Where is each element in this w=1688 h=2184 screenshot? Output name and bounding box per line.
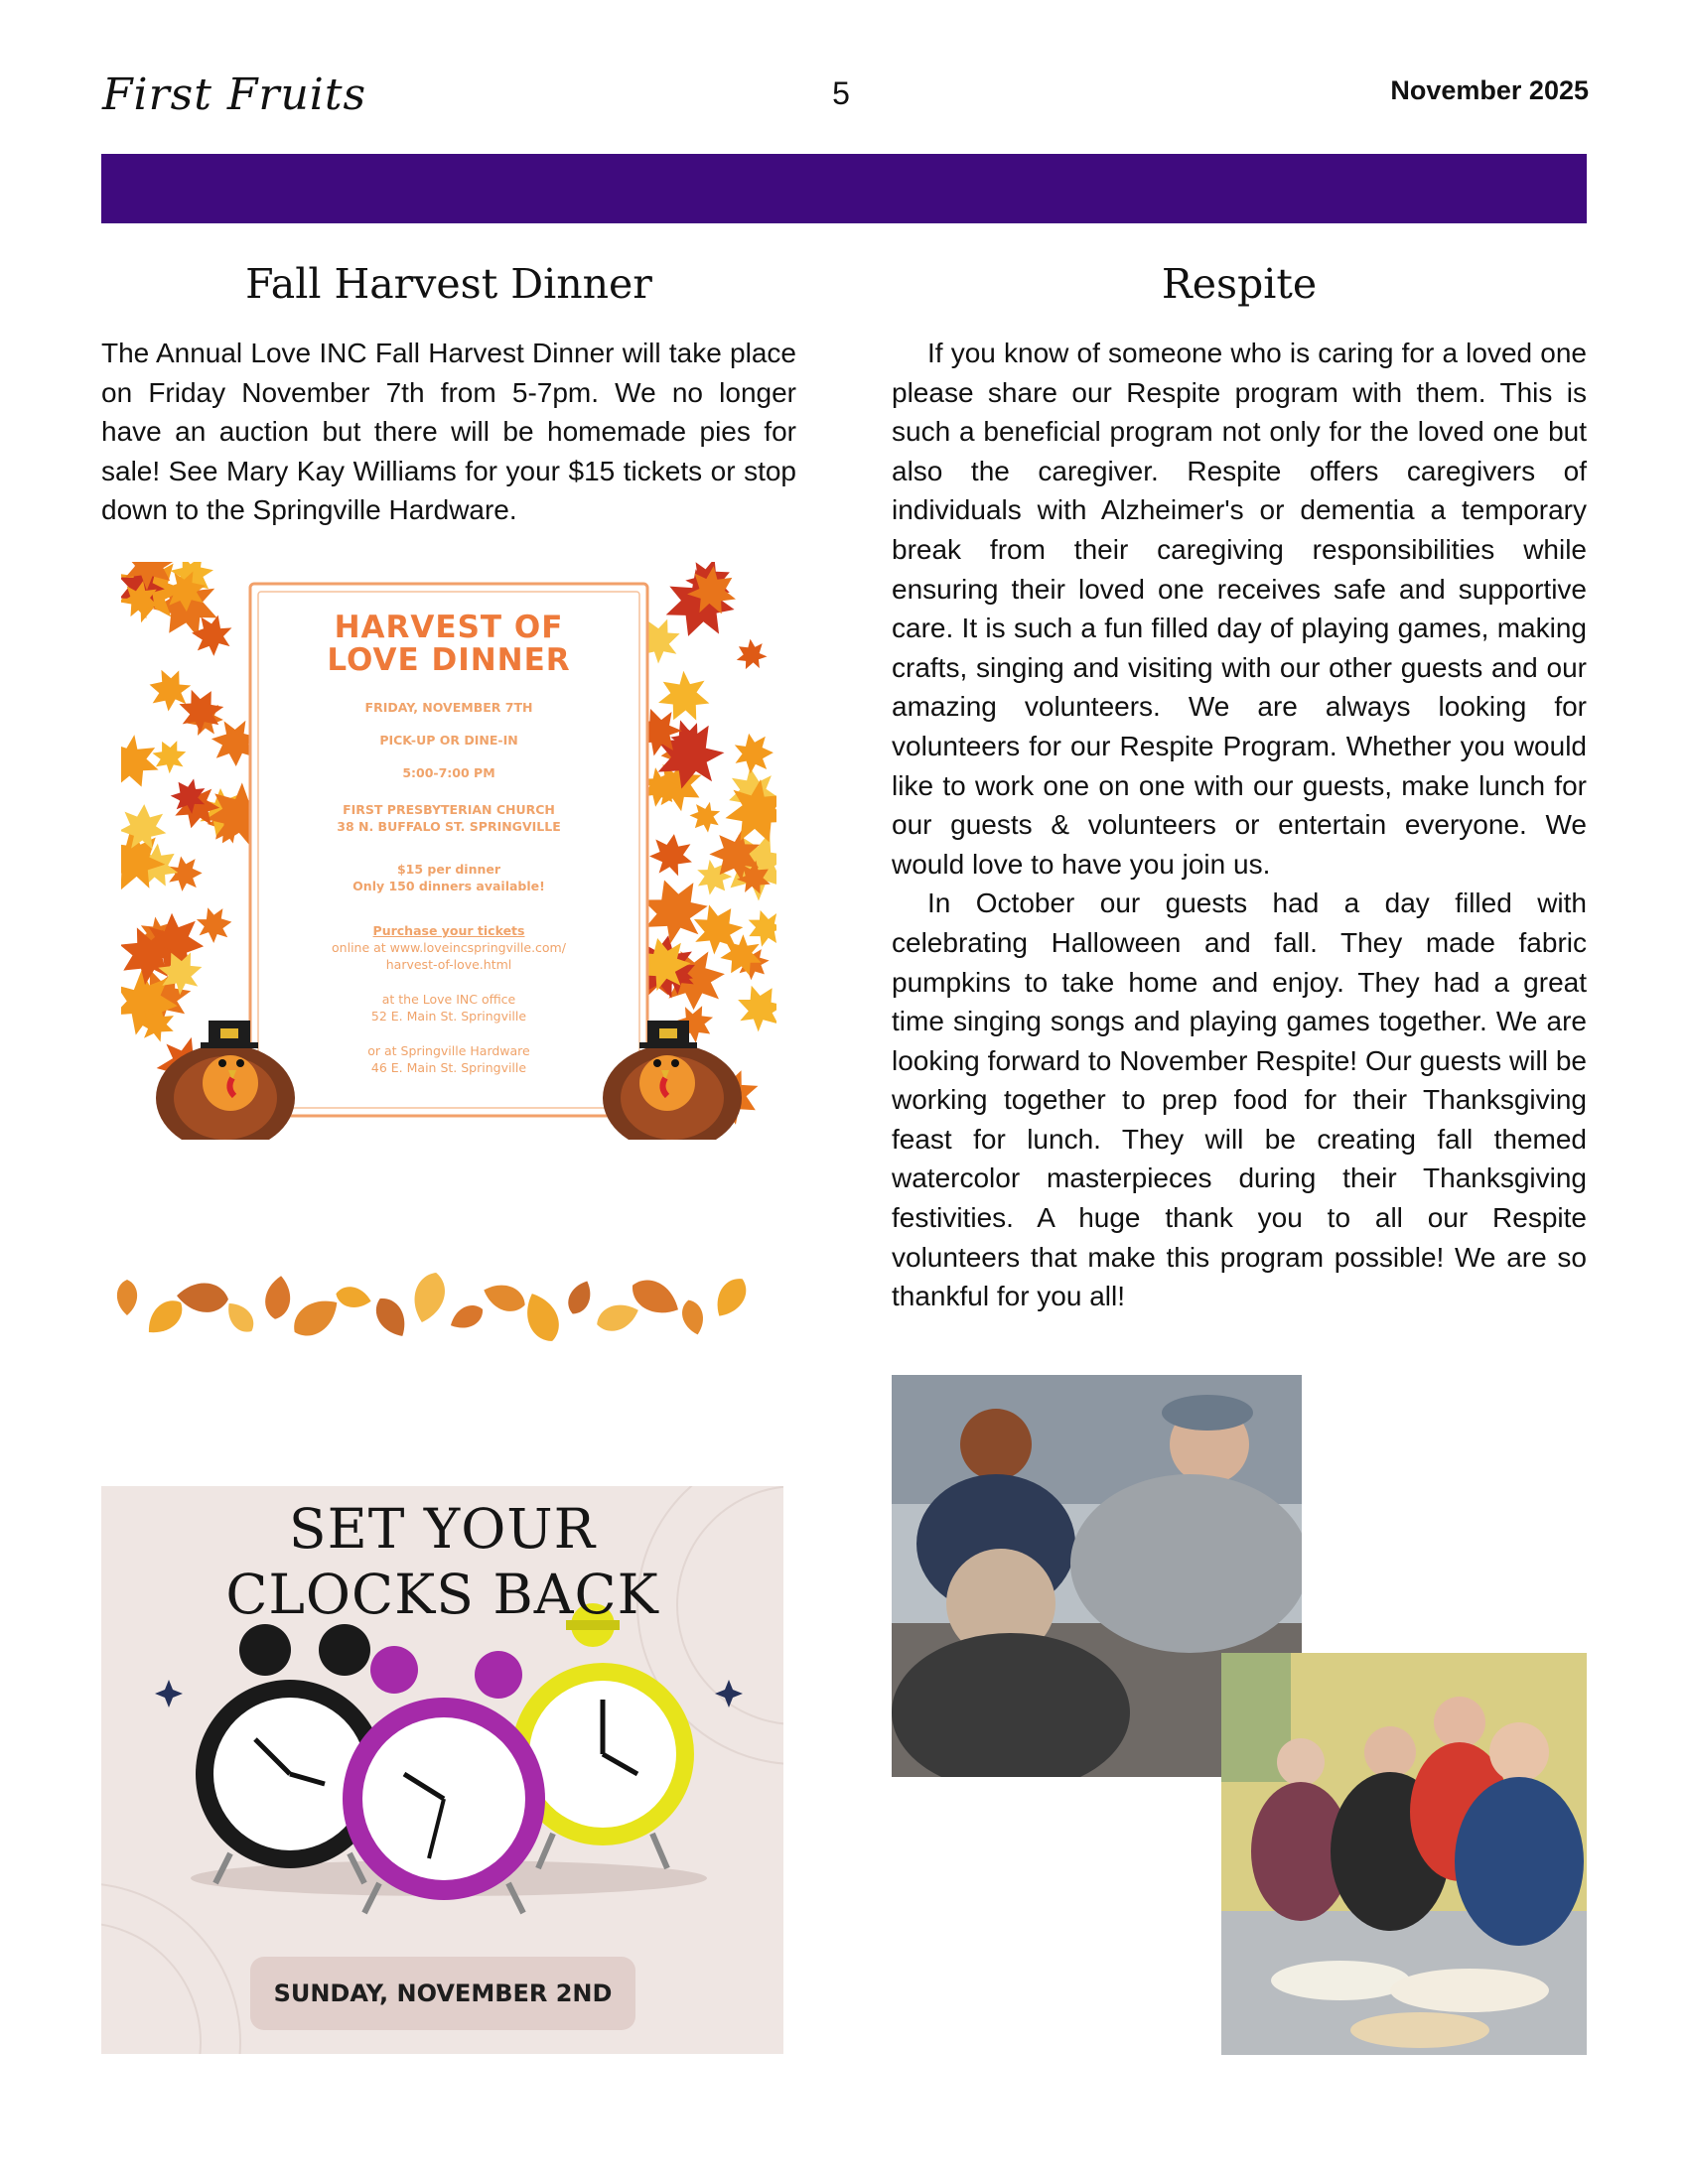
garland-leaf-icon [334,1284,372,1310]
page-number: 5 [832,75,850,111]
maple-leaf-icon [729,976,776,1038]
clocks-title [101,1496,783,1627]
flyer-limit: Only 150 dinners available! [352,879,545,893]
garland-leaf-icon [408,1269,450,1326]
garland-leaf-icon [221,1297,259,1338]
flyer-title [246,612,651,677]
garland-leaf-icon [446,1300,487,1334]
respite-text [892,334,1587,1316]
flyer-title-line1: HARVEST OF [334,610,564,645]
clocks-back-graphic [101,1486,783,2054]
garland-leaf-icon [563,1277,596,1317]
maple-leaf-icon [734,733,774,774]
fall-harvest-text: The Annual Love INC Fall Harvest Dinner will take place on Friday November 7th from 5-7pm. We no longer have an auction but there will be homemade pies for sale! See Mary Kay Williams for your $15 tickets or stop down to the Springville Hardware. [101,338,796,526]
issue-date: November 2025 [1390,75,1589,105]
garland-leaf-icon [263,1274,294,1320]
maple-leaf-icon [647,831,695,878]
garland-leaf-icon [480,1279,529,1316]
flyer-venue-address: 38 N. BUFFALO ST. SPRINGVILLE [337,819,561,834]
respite-paragraph-2: In October our guests had a day filled with celebrating Halloween and fall. They made fabric pumpkins to take home and enjoy. They had a great time singing songs and playing games together. We are looking forward to November Respite! Our guests will be working together to prep food for their Thanksgiving feast for lunch. They will be creating fall themed watercolor masterpieces during their Thanksgiving festivities. A huge thank you to all our Respite volunteers that make this program possible! We are so thankful for you all! [892,887,1587,1312]
harvest-dinner-flyer [121,562,776,1140]
clocks-date-badge: SUNDAY, NOVEMBER 2ND [250,1957,635,2030]
flyer-time: 5:00-7:00 PM [402,765,495,780]
header-band [101,154,1587,223]
flyer-purchase-online-2: harvest-of-love.html [385,957,512,972]
leaf-garland [107,1261,782,1360]
masthead: First Fruits [102,69,367,120]
maple-leaf-icon [195,904,234,945]
maple-leaf-icon [684,796,727,839]
garland-leaf-icon [369,1293,413,1342]
clocks-title-line1: SET YOUR [288,1497,597,1561]
garland-leaf-icon [518,1288,565,1346]
garland-leaf-icon [176,1282,229,1314]
clocks-title-line2: CLOCKS BACK [225,1563,659,1626]
flyer-purchase-heading: Purchase your tickets [372,923,525,938]
flyer-hardware-1: or at Springville Hardware [367,1043,530,1058]
maple-leaf-icon [147,734,192,777]
flyer-date: FRIDAY, NOVEMBER 7TH [364,700,533,715]
respite-volunteers-photo [1221,1653,1587,2055]
fall-harvest-heading: Fall Harvest Dinner [245,260,652,308]
garland-leaf-icon [593,1298,642,1336]
maple-leaf-icon [168,856,203,892]
flyer-price: $15 per dinner [396,862,501,877]
flyer-office-1: at the Love INC office [381,992,516,1007]
respite-heading: Respite [1161,260,1318,308]
flyer-hardware-2: 46 E. Main St. Springville [370,1060,527,1075]
garland-leaf-icon [286,1291,345,1344]
garland-leaf-icon [709,1273,753,1322]
flyer-venue: FIRST PRESBYTERIAN CHURCH [343,802,555,817]
flyer-title-line2: LOVE DINNER [327,642,571,678]
garland-leaf-icon [117,1280,137,1315]
maple-leaf-icon [731,633,773,675]
flyer-office-2: 52 E. Main St. Springville [370,1009,527,1024]
flyer-card [246,582,651,1118]
garland-leaf-icon [679,1297,708,1337]
respite-paragraph-1: If you know of someone who is caring for a loved one please share our Respite program with them. This is such a beneficial program not only for the loved one but also the caregiver. Respite offers caregivers of individuals with Alzheimer's or dementia a temporary break from their caregiving responsibilities while ensuring their loved one receives safe and supportive care. It is such a fun filled day of playing games, making crafts, singing and visiting with our other guests and our amazing volunteers. We are always looking for volunteers for our Respite Program. Whether you would like to work one on one with our guests, make lunch for our guests & volunteers or entertain everyone. We would love to have you join us. [892,338,1587,880]
flyer-purchase-online-1: online at www.loveincspringville.com/ [332,940,566,955]
flyer-mode: PICK-UP OR DINE-IN [379,733,518,748]
